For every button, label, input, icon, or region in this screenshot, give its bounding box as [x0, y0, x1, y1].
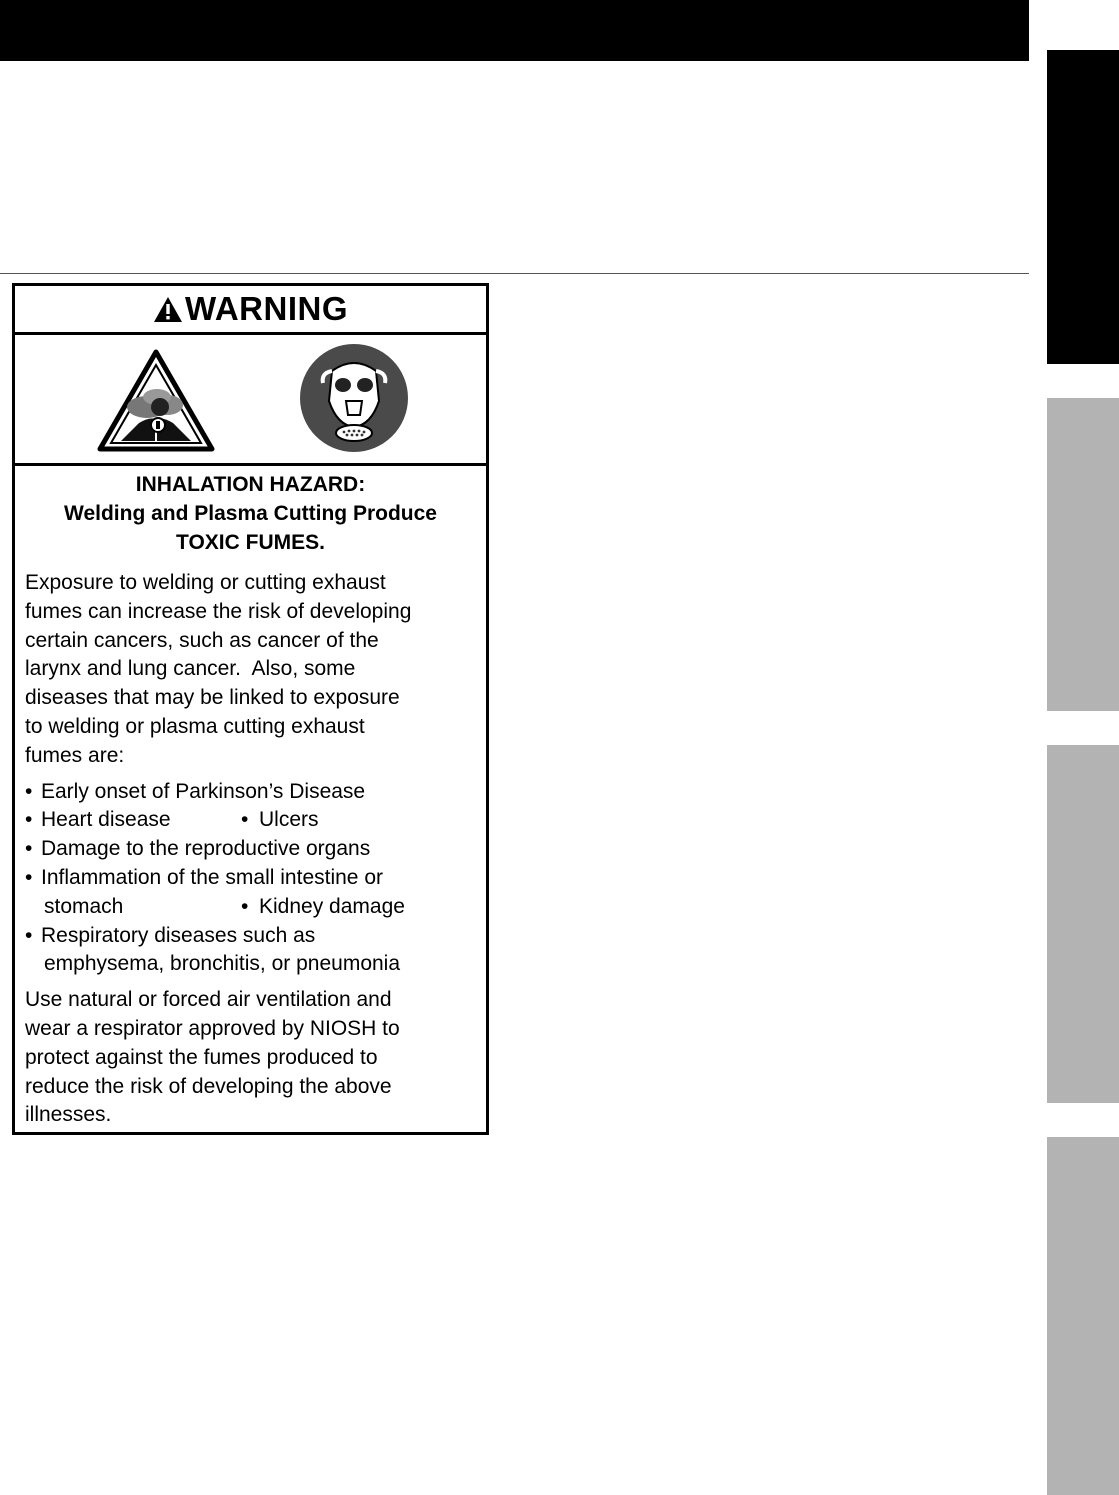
exposure-line: larynx and lung cancer. Also, some [25, 657, 356, 681]
bullet: • [25, 865, 33, 889]
hazard-title-line-2: Welding and Plasma Cutting Produce [64, 502, 437, 525]
ventilation-line: reduce the risk of developing the above [25, 1074, 392, 1098]
item-kidney: Kidney damage [259, 894, 405, 918]
warning-triangle-icon [153, 296, 183, 323]
ventilation-line: wear a respirator approved by NIOSH to [25, 1016, 400, 1040]
inhalation-hazard-icon [97, 349, 215, 453]
list-item [25, 835, 486, 864]
list-item [25, 864, 486, 893]
bullet: • [25, 779, 33, 803]
bullet: • [241, 808, 249, 832]
hazard-title [15, 470, 486, 557]
warning-label [12, 283, 489, 1135]
item-parkinsons: Early onset of Parkinson’s Disease [41, 779, 366, 803]
item-inflammation: Inflammation of the small intestine or [41, 865, 383, 889]
ventilation-line: Use natural or forced air ventilation and [25, 988, 392, 1012]
respirator-mask-icon [299, 343, 409, 453]
item-reproductive: Damage to the reproductive organs [41, 837, 371, 861]
hazard-icons [15, 335, 486, 466]
ventilation-line: illnesses. [25, 1103, 112, 1127]
bullet: • [241, 894, 249, 918]
section-tab-2[interactable] [1047, 398, 1119, 711]
exposure-line: certain cancers, such as cancer of the [25, 628, 379, 652]
hazard-title-line-1: INHALATION HAZARD: [135, 473, 366, 496]
item-heart-disease: Heart disease [41, 808, 171, 832]
item-respiratory: Respiratory diseases such as [41, 923, 316, 947]
hazard-title-line-3: TOXIC FUMES. [176, 531, 325, 554]
ventilation-line: protect against the fumes produced to [25, 1045, 378, 1069]
section-tab-3[interactable] [1047, 745, 1119, 1103]
list-item [25, 893, 486, 922]
warning-title: WARNING [185, 290, 348, 327]
exposure-line: fumes are: [25, 743, 125, 767]
exposure-line: Exposure to welding or cutting exhaust [25, 571, 386, 594]
list-item [25, 950, 486, 979]
section-tab-active[interactable] [1047, 50, 1119, 364]
section-divider [0, 273, 1029, 274]
disease-list [25, 778, 486, 980]
warning-header [15, 286, 486, 335]
exposure-paragraph [25, 569, 476, 771]
exposure-line: to welding or plasma cutting exhaust [25, 714, 365, 738]
header-bar [0, 0, 1029, 61]
item-respiratory-cont: emphysema, bronchitis, or pneumonia [44, 952, 401, 976]
bullet: • [25, 923, 33, 947]
item-stomach: stomach [44, 894, 124, 918]
item-ulcers: Ulcers [259, 808, 319, 832]
exposure-line: diseases that may be linked to exposure [25, 686, 400, 710]
list-item [25, 806, 486, 835]
bullet: • [25, 808, 33, 832]
ventilation-paragraph [25, 986, 476, 1130]
bullet: • [25, 837, 33, 861]
exposure-line: fumes can increase the risk of developing [25, 599, 412, 623]
list-item [25, 922, 486, 951]
list-item [25, 778, 486, 807]
section-tab-4[interactable] [1047, 1137, 1119, 1495]
